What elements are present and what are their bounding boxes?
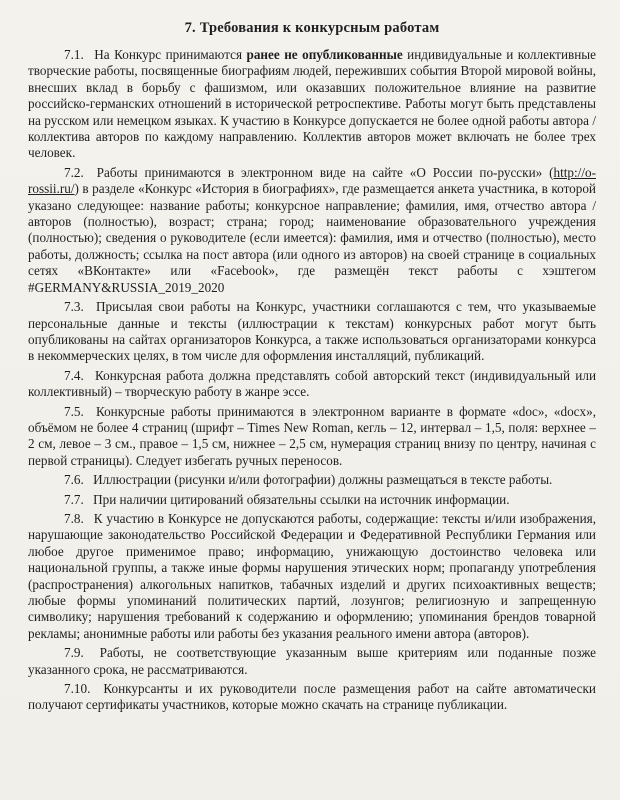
paragraph-number: 7.4. xyxy=(64,367,84,383)
paragraph-text: ) в разделе «Конкурс «История в биографиях», где размещается анкета участника, в которой указано следующее: название работы; конкурсное направление; фамилия, имя, отчество автора / авторов (полностью), возраст; страна; город; наименование образовательного учреждения (полностью); сведения о руководителе (если имеется): фамилия, имя и отчество (полностью), место работы, должность; ссылка на пост автора (или одного из авторов) на своей странице в социальных сетях «ВКонтакте» или «Facebook», где размещён текст работы с хэштегом #GERMANY&RUSSIA_2019_2020 xyxy=(28,181,596,295)
paragraph-7-4 xyxy=(28,368,596,401)
paragraph-text: Работы, не соответствующие указанным выше критериям или поданные позже указанного срока, не рассматриваются. xyxy=(28,645,597,677)
paragraph-text: К участию в Конкурсе не допускаются работы, содержащие: тексты и/или изображения, нарушающие законодательство Российской Федерации и Федеративной Республики Германия или любое другое применимое право; информацию, унижающую достоинство человека или национальной группы, а также иные формы нарушения этических норм; пропаганду употребления (распространения) алкогольных напитков, табачных изделий и других психоактивных веществ; любые формы упоминаний политических партий, лозунгов; религиозную и запрещенную символику; нарушения требований к содержанию и оформлению; упоминания брендов товарной рекламы; анонимные работы или работы без указания реального имени автора (авторов). xyxy=(28,510,597,641)
paragraph-text: Иллюстрации (рисунки и/или фотографии) должны размещаться в тексте работы. xyxy=(93,472,553,488)
paragraph-7-3 xyxy=(28,299,596,365)
paragraph-text: Конкурсные работы принимаются в электронном варианте в формате «doc», «docx», объёмом не более 4 страниц (шрифт – Times New Roman, кегль – 12, интервал – 1,5, поля: верхнее – 2 см, левое – 3 см., правое – 1,5 см, нижнее – 2,5 см, нумерация страниц внизу по центру, начиная с первой страницы). Следует избегать ручных переносов. xyxy=(28,403,597,468)
paragraph-text: Конкурсанты и их руководители после размещения работ на сайте автоматически получают сертификаты участников, которые можно скачать на странице публикации. xyxy=(28,681,596,713)
paragraph-7-5 xyxy=(28,404,596,470)
paragraph-emphasis: ранее не опубликованные xyxy=(246,47,403,62)
paragraph-text: При наличии цитирований обязательны ссылки на источник информации. xyxy=(93,491,510,507)
paragraph-7-10 xyxy=(28,681,596,714)
paragraph-number: 7.10. xyxy=(64,681,91,697)
paragraph-7-9 xyxy=(28,645,596,678)
paragraph-7-1 xyxy=(28,47,596,162)
paragraph-text: индивидуальные и коллективные творческие работы, посвященные биографиям людей, переживших события Второй мировой войны, внесших вклад в борьбу с фашизмом, или оказавших положительное влияние на развитие российско-германских отношений в исторической ретроспективе. Работы могут быть представлены на русском или немецком языках. К участию в Конкурсе допускается не более одной работы автора / коллектива авторов по каждому направлению. Коллектив авторов может включать не более трех человек. xyxy=(28,47,596,161)
paragraph-text: Присылая свои работы на Конкурс, участники соглашаются с тем, что указываемые персональные данные и тексты (иллюстрации к текстам) конкурсных работ могут быть опубликованы на сайтах организаторов Конкурса, а также использоваться организаторами конкурса в некоммерческих целях, в том числе для оформления инсталляций, публикаций. xyxy=(28,299,596,364)
paragraph-number: 7.7. xyxy=(64,491,84,507)
paragraph-7-2 xyxy=(28,165,596,296)
paragraph-number: 7.3. xyxy=(64,299,84,315)
paragraph-number: 7.9. xyxy=(64,645,84,661)
paragraph-7-6 xyxy=(28,472,596,488)
paragraph-text: На Конкурс принимаются xyxy=(94,47,247,62)
paragraph-7-8 xyxy=(28,511,596,642)
paragraph-number: 7.1. xyxy=(64,47,84,62)
paragraph-text: Конкурсная работа должна представлять собой авторский текст (индивидуальный или коллективный) – творческую работу в жанре эссе. xyxy=(28,367,596,400)
paragraph-number: 7.5. xyxy=(64,403,84,419)
paragraph-number: 7.2. xyxy=(64,164,84,180)
paragraph-7-7 xyxy=(28,492,596,508)
site-link[interactable]: http://o-rossii.ru/ xyxy=(28,164,596,197)
section-title: 7. Требования к конкурсным работам xyxy=(184,20,440,36)
paragraph-number: 7.8. xyxy=(64,510,84,526)
paragraph-number: 7.6. xyxy=(64,472,84,488)
paragraph-text: Работы принимаются в электронном виде на сайте «О России по-русски» ( xyxy=(96,164,554,180)
